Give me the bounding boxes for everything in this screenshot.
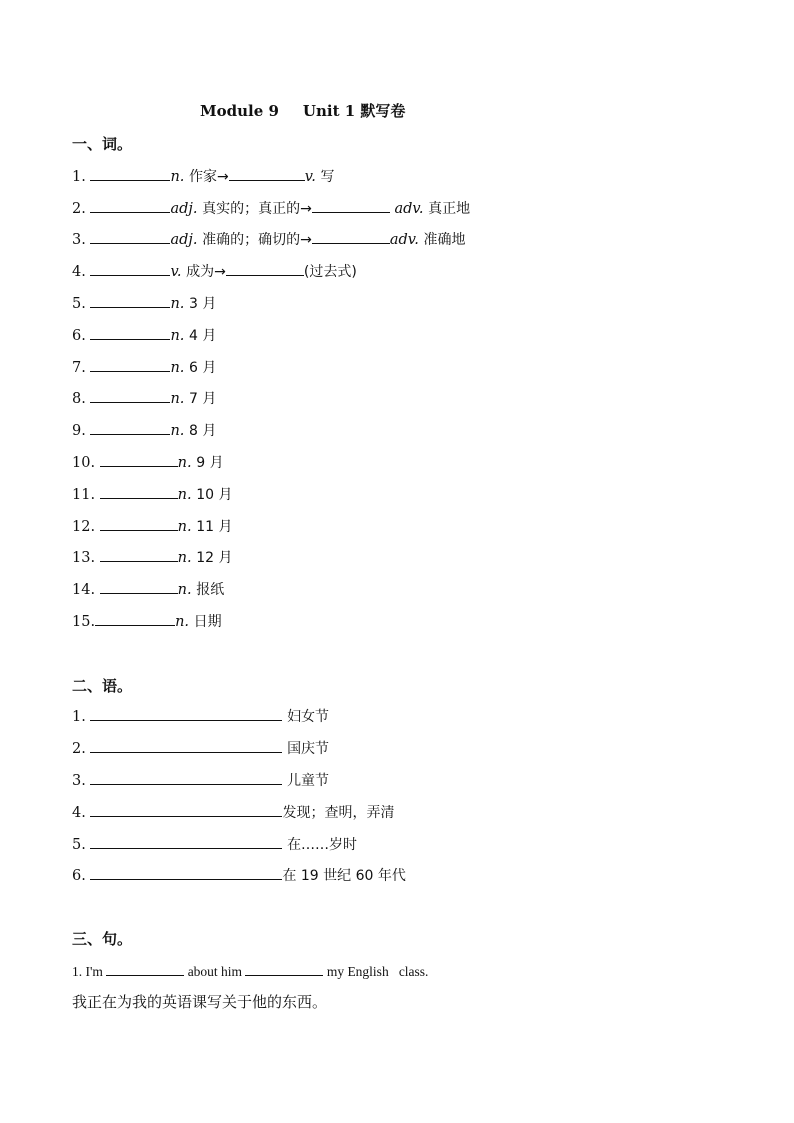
item-number: 2. [72, 741, 86, 757]
word-item [72, 451, 224, 473]
meaning: 7 月 [189, 391, 217, 407]
item-number: 13. [72, 550, 96, 566]
meaning: 9 月 [196, 455, 224, 471]
answer-blank[interactable] [100, 546, 178, 562]
meaning: 在……岁时 [287, 837, 358, 853]
meaning: 妇女节 [287, 709, 330, 725]
word-item [72, 515, 233, 537]
answer-blank[interactable] [90, 833, 282, 849]
part-of-speech: adv. [389, 232, 419, 248]
answer-blank[interactable] [95, 610, 175, 626]
section-heading-phrases: 二、语。 [72, 677, 133, 695]
word-item [72, 610, 222, 632]
answer-blank[interactable] [90, 705, 282, 721]
meaning: 真实的；真正的→ [202, 201, 312, 217]
part-of-speech: n. [170, 360, 185, 376]
part-of-speech: n. [170, 296, 185, 312]
word-item [72, 260, 357, 282]
answer-blank[interactable] [90, 260, 170, 276]
item-number: 3. [72, 232, 86, 248]
answer-blank[interactable] [90, 387, 170, 403]
word-item [72, 387, 216, 409]
item-number: 4. [72, 264, 86, 280]
meaning: 3 月 [189, 296, 217, 312]
item-number: 15. [72, 614, 96, 630]
meaning: 日期 [193, 614, 222, 630]
item-number: 6. [72, 328, 86, 344]
answer-blank[interactable] [90, 292, 170, 308]
part-of-speech: n. [170, 328, 185, 344]
sentence-item [72, 960, 428, 982]
word-item [72, 228, 465, 250]
part-of-speech: n. [177, 487, 192, 503]
answer-blank[interactable] [100, 483, 178, 499]
word-item [72, 546, 233, 568]
item-number: 11. [72, 487, 96, 503]
phrase-item [72, 801, 394, 823]
sentence-text: my English class. [326, 964, 429, 979]
item-number: 7. [72, 360, 86, 376]
item-number: 1. [72, 964, 83, 979]
item-number: 10. [72, 455, 96, 471]
phrase-item [72, 769, 329, 791]
item-number: 5. [72, 837, 86, 853]
item-number: 4. [72, 805, 86, 821]
meaning: 国庆节 [287, 741, 330, 757]
word-item [72, 483, 233, 505]
word-item [72, 292, 216, 314]
item-number: 1. [72, 709, 86, 725]
part-of-speech: adv. [394, 201, 424, 217]
meaning: 报纸 [196, 582, 225, 598]
part-of-speech: adj. [170, 232, 198, 248]
item-number: 5. [72, 296, 86, 312]
title-unit: Unit 1 默写卷 [302, 102, 406, 120]
meaning: 准确地 [423, 232, 466, 248]
answer-blank[interactable] [90, 769, 282, 785]
part-of-speech: n. [170, 169, 185, 185]
answer-blank[interactable] [312, 228, 390, 244]
word-item [72, 419, 216, 441]
part-of-speech: n. [177, 455, 192, 471]
word-item [72, 197, 470, 219]
meaning: 8 月 [189, 423, 217, 439]
item-number: 6. [72, 868, 86, 884]
item-number: 2. [72, 201, 86, 217]
answer-blank[interactable] [312, 197, 390, 213]
part-of-speech: n. [170, 423, 185, 439]
phrase-item [72, 705, 329, 727]
answer-blank[interactable] [100, 451, 178, 467]
item-number: 12. [72, 519, 96, 535]
item-number: 14. [72, 582, 96, 598]
answer-blank[interactable] [90, 197, 170, 213]
phrase-item [72, 833, 357, 855]
answer-blank[interactable] [90, 737, 282, 753]
meaning: 6 月 [189, 360, 217, 376]
answer-blank[interactable] [90, 356, 170, 372]
part-of-speech: n. [177, 582, 192, 598]
part-of-speech: n. [177, 519, 192, 535]
item-number: 9. [72, 423, 86, 439]
word-item [72, 578, 224, 600]
answer-blank[interactable] [245, 960, 323, 976]
sentence-translation: 我正在为我的英语课写关于他的东西。 [72, 993, 328, 1011]
note: (过去式) [303, 264, 357, 280]
meaning: 准确的；确切的→ [202, 232, 312, 248]
meaning: 4 月 [189, 328, 217, 344]
section-heading-words: 一、词。 [72, 135, 133, 153]
answer-blank[interactable] [106, 960, 184, 976]
part-of-speech: n. [175, 614, 190, 630]
meaning: 儿童节 [287, 773, 330, 789]
sentence-text: I'm [85, 964, 103, 979]
phrase-item [72, 864, 406, 886]
answer-blank[interactable] [90, 864, 282, 880]
meaning: 在 19 世纪 60 年代 [282, 868, 406, 884]
sentence-text: about him [187, 964, 243, 979]
answer-blank[interactable] [100, 578, 178, 594]
answer-blank[interactable] [90, 801, 282, 817]
meaning: 写 [320, 169, 335, 185]
answer-blank[interactable] [90, 324, 170, 340]
part-of-speech: adj. [170, 201, 198, 217]
meaning: 真正地 [428, 201, 471, 217]
item-number: 8. [72, 391, 86, 407]
phrase-item [72, 737, 329, 759]
item-number: 3. [72, 773, 86, 789]
answer-blank[interactable] [90, 228, 170, 244]
answer-blank[interactable] [90, 165, 170, 181]
part-of-speech: n. [177, 550, 192, 566]
part-of-speech: n. [170, 391, 185, 407]
answer-blank[interactable] [229, 165, 305, 181]
section-heading-sentences: 三、句。 [72, 930, 133, 948]
meaning: 发现；查明，弄清 [282, 805, 395, 821]
meaning: 11 月 [196, 519, 233, 535]
answer-blank[interactable] [90, 419, 170, 435]
word-item [72, 165, 334, 187]
title-module: Module 9 [200, 102, 279, 120]
part-of-speech: v. [170, 264, 182, 280]
answer-blank[interactable] [100, 515, 178, 531]
item-number: 1. [72, 169, 86, 185]
page-title [200, 100, 405, 121]
meaning: 成为→ [186, 264, 226, 280]
answer-blank[interactable] [226, 260, 304, 276]
part-of-speech: v. [304, 169, 316, 185]
word-item [72, 324, 216, 346]
word-item [72, 356, 216, 378]
meaning: 作家→ [189, 169, 229, 185]
meaning: 12 月 [196, 550, 233, 566]
meaning: 10 月 [196, 487, 233, 503]
